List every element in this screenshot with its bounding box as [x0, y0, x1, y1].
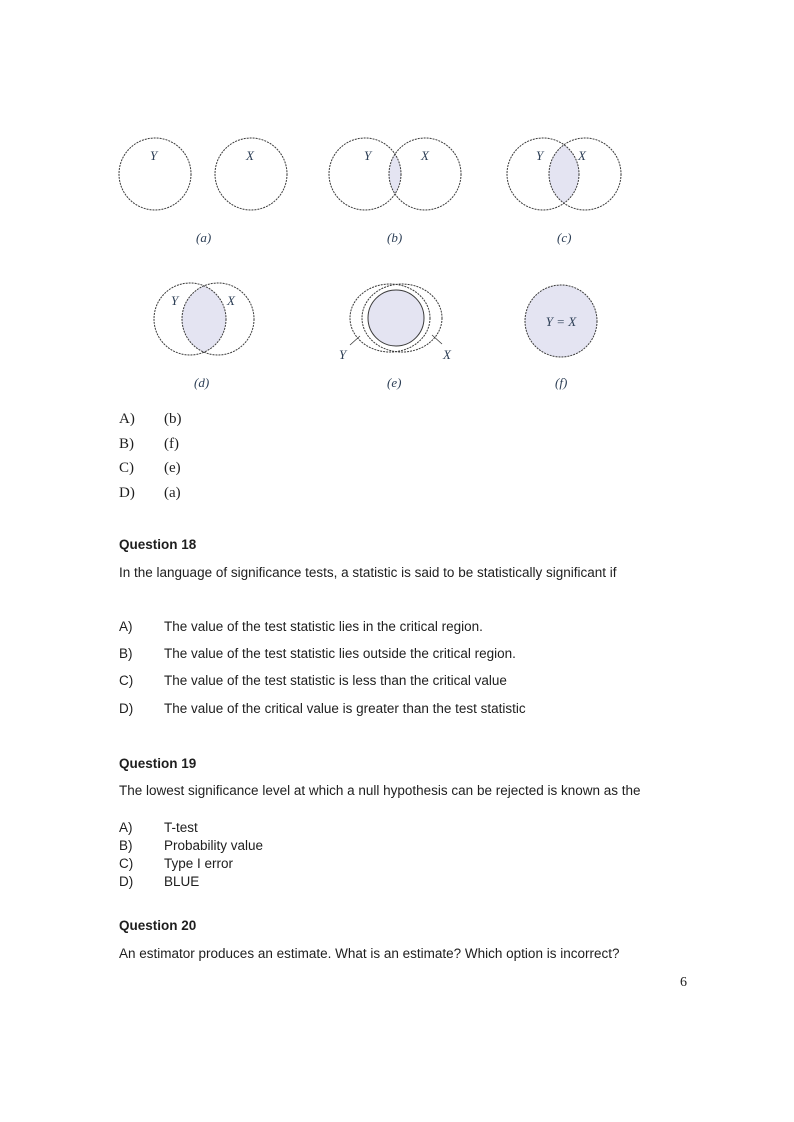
option-text: Probability value	[164, 838, 264, 853]
option-letter: A)	[119, 619, 133, 634]
venn-d	[154, 283, 254, 390]
venn-b	[329, 138, 461, 245]
label-y: Y	[364, 148, 372, 163]
question-text: In the language of significance tests, a statistic is said to be statistically significant if	[119, 565, 617, 580]
venn-f	[525, 285, 597, 390]
caption-e: (e)	[387, 375, 402, 390]
option-letter: B)	[119, 646, 133, 661]
option-text: The value of the test statistic lies in the critical region.	[164, 619, 483, 634]
page-number: 6	[680, 975, 687, 990]
option-letter: B)	[119, 838, 133, 853]
option-text: (b)	[164, 411, 182, 427]
option-letter: D)	[119, 485, 135, 501]
label-y-equals-x: Y = X	[545, 314, 577, 329]
question-title: Question 20	[119, 918, 197, 933]
pointer-y	[350, 336, 360, 345]
option-letter: A)	[119, 820, 133, 835]
caption-b: (b)	[387, 230, 403, 245]
label-x: X	[443, 347, 451, 362]
venn-c	[507, 138, 621, 245]
label-y: Y	[339, 347, 347, 362]
option-text: The value of the test statistic lies outside the critical region.	[164, 646, 516, 661]
option-letter: C)	[119, 673, 134, 688]
option-text: The value of the test statistic is less than the critical value	[164, 673, 507, 688]
option-text: Type I error	[164, 856, 234, 871]
option-letter: D)	[119, 874, 134, 889]
label-y: Y	[536, 148, 544, 163]
question-title: Question 18	[119, 537, 197, 552]
option-letter: B)	[119, 436, 134, 452]
option-text: (a)	[164, 485, 181, 501]
label-x: X	[227, 293, 235, 308]
caption-d: (d)	[194, 375, 210, 390]
venn-a	[119, 138, 287, 245]
option-text: (f)	[164, 436, 179, 452]
venn-e	[339, 284, 452, 390]
caption-c: (c)	[557, 230, 572, 245]
option-text: The value of the critical value is greater than the test statistic	[164, 701, 526, 716]
question-text: An estimator produces an estimate. What is an estimate? Which option is incorrect?	[119, 946, 620, 961]
label-y: Y	[171, 293, 179, 308]
option-letter: C)	[119, 460, 134, 476]
label-x: X	[578, 148, 586, 163]
question-text: The lowest significance level at which a null hypothesis can be rejected is known as the	[119, 783, 641, 798]
option-text: (e)	[164, 460, 181, 476]
label-x: X	[246, 148, 254, 163]
question-title: Question 19	[119, 756, 197, 771]
option-letter: C)	[119, 856, 134, 871]
caption-a: (a)	[196, 230, 212, 245]
pointer-x	[432, 335, 442, 344]
option-text: BLUE	[164, 874, 200, 889]
label-x: X	[421, 148, 429, 163]
option-letter: A)	[119, 411, 135, 427]
caption-f: (f)	[555, 375, 568, 390]
option-text: T-test	[164, 820, 198, 835]
label-y: Y	[150, 148, 158, 163]
venn-diagram-figure	[0, 0, 794, 400]
option-letter: D)	[119, 701, 134, 716]
